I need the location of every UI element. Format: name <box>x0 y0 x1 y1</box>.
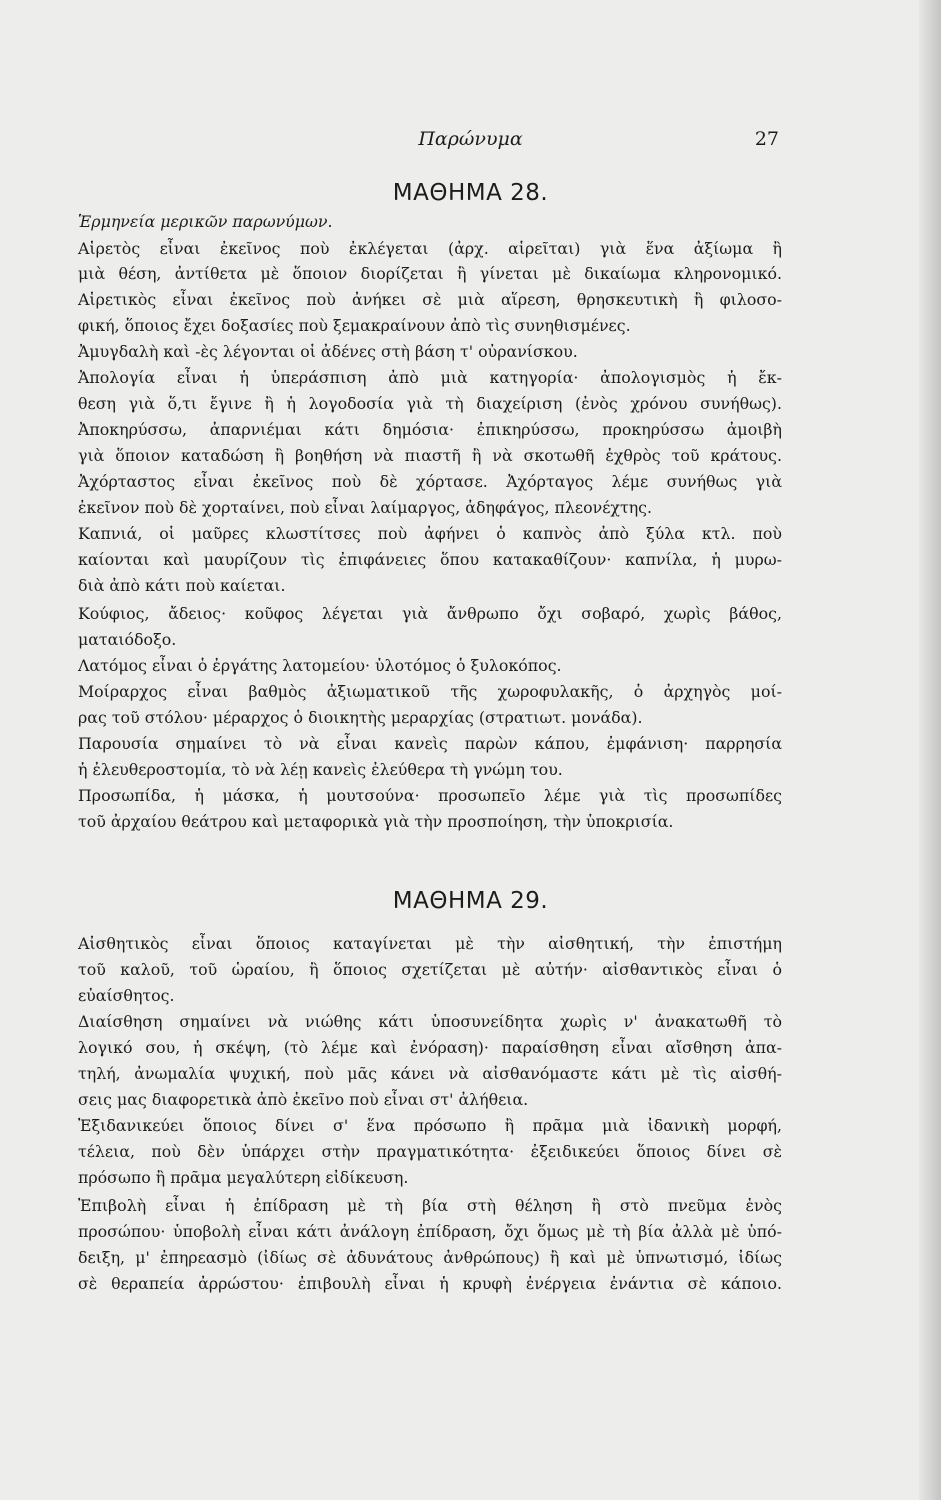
text-line: Καπνιά, οἱ μαῦρες κλωστίτσες ποὺ ἀφήνει ὁ καπνὸς ἀπὸ ξύλα κτλ. ποὺ <box>78 524 782 543</box>
text-line: Ἐξιδανικεύει ὅποιος δίνει σ' ἕνα πρόσωπο ἢ πρᾶμα μιὰ ἰδανικὴ μορφή, <box>78 1116 782 1135</box>
text-line: Προσωπίδα, ἡ μάσκα, ἡ μουτσούνα· προσωπεῖο λέμε γιὰ τὶς προσωπίδες <box>78 786 782 805</box>
text-line: Ἀποκηρύσσω, ἀπαρνιέμαι κάτι δημόσια· ἐπικηρύσσω, προκηρύσσω ἀμοιβὴ <box>78 420 782 439</box>
text-line: προσώπου· ὑποβολὴ εἶναι κάτι ἀνάλογη ἐπίδραση, ὄχι ὅμως μὲ τὴ βία ἀλλὰ μὲ ὑπό- <box>78 1222 782 1241</box>
text-line: ματαιόδοξο. <box>78 630 177 649</box>
text-line: Αἱρετικὸς εἶναι ἐκεῖνος ποὺ ἀνήκει σὲ μιὰ αἵρεση, θρησκευτικὴ ἢ φιλοσο- <box>78 290 782 309</box>
text-line: Παρουσία σημαίνει τὸ νὰ εἶναι κανεὶς παρὼν κάπου, ἐμφάνιση· παρρησία <box>78 734 782 753</box>
text-line: Ἀπολογία εἶναι ἡ ὑπεράσπιση ἀπὸ μιὰ κατηγορία· ἀπολογισμὸς ἡ ἔκ- <box>78 368 782 387</box>
text-line: γιὰ ὅποιον καταδώση ἢ βοηθήση νὰ πιαστῆ ἢ νὰ σκοτωθῆ ἐχθρὸς τοῦ κράτους. <box>78 446 782 465</box>
text-line: Ἀχόρταστος εἶναι ἐκεῖνος ποὺ δὲ χόρτασε. Ἀχόρταγος λέμε συνήθως γιὰ <box>78 472 782 491</box>
text-line: σὲ θεραπεία ἀρρώστου· ἐπιβουλὴ εἶναι ἡ κρυφὴ ἐνέργεια ἐνάντια σὲ κάποιο. <box>78 1274 782 1293</box>
text-line: πρόσωπο ἢ πρᾶμα μεγαλύτερη εἰδίκευση. <box>78 1168 409 1187</box>
text-line: Αἱρετὸς εἶναι ἐκεῖνος ποὺ ἐκλέγεται (ἀρχ. αἱρεῖται) γιὰ ἕνα ἀξίωμα ἢ <box>78 239 782 258</box>
text-line: ἐκεῖνον ποὺ δὲ χορταίνει, ποὺ εἶναι λαίμαργος, ἀδηφάγος, πλεονέχτης. <box>78 498 653 517</box>
text-line: διὰ ἀπὸ κάτι ποὺ καίεται. <box>78 576 286 595</box>
text-line: τηλή, ἀνωμαλία ψυχική, ποὺ μᾶς κάνει νὰ αἰσθανόμαστε κάτι μὲ τὶς αἰσθή- <box>78 1064 782 1083</box>
text-line: θεση γιὰ ὅ,τι ἔγινε ἢ ἡ λογοδοσία γιὰ τὴ διαχείριση (ἑνὸς χρόνου συνήθως). <box>78 394 782 413</box>
text-line: σεις μας διαφορετικὰ ἀπὸ ἐκεῖνο ποὺ εἶναι στ' ἀλήθεια. <box>78 1090 529 1109</box>
text-line: Ἀμυγδαλὴ καὶ -ὲς λέγονται οἱ ἀδένες στὴ βάση τ' οὐρανίσκου. <box>78 342 578 361</box>
text-line: τοῦ καλοῦ, τοῦ ὡραίου, ἢ ὅποιος σχετίζεται μὲ αὐτήν· αἰσθαντικὸς εἶναι ὁ <box>78 960 782 979</box>
text-line: δειξη, μ' ἐπηρεασμὸ (ἰδίως σὲ ἀδυνάτους ἀνθρώπους) ἢ καὶ μὲ ὑπνωτισμό, ἰδίως <box>78 1248 782 1267</box>
text-line: ρας τοῦ στόλου· μέραρχος ὁ διοικητὴς μεραρχίας (στρατιωτ. μονάδα). <box>78 708 643 727</box>
page-edge-shadow <box>919 0 941 1500</box>
text-line: καίονται καὶ μαυρίζουν τὶς ἐπιφάνειες ὅπου κατακαθίζουν· καπνίλα, ἡ μυρω- <box>78 550 782 569</box>
text-line: μιὰ θέση, ἀντίθετα μὲ ὅποιον διορίζεται ἢ γίνεται μὲ δικαίωμα κληρονομικό. <box>78 264 782 283</box>
running-title: Παρώνυμα <box>418 128 523 150</box>
text-line: Μοίραρχος εἶναι βαθμὸς ἀξιωματικοῦ τῆς χωροφυλακῆς, ὁ ἀρχηγὸς μοί- <box>78 682 782 701</box>
text-line: τοῦ ἀρχαίου θεάτρου καὶ μεταφορικὰ γιὰ τὴν προσποίηση, τὴν ὑποκρισία. <box>78 812 674 831</box>
text-line: Διαίσθηση σημαίνει νὰ νιώθης κάτι ὑποσυνείδητα χωρὶς ν' ἀνακατωθῆ τὸ <box>78 1012 782 1031</box>
lesson-29-heading: ΜΑΘΗΜΑ 29. <box>392 888 549 914</box>
lesson-28-heading: ΜΑΘΗΜΑ 28. <box>392 180 549 206</box>
text-line: ἡ ἐλευθεροστομία, τὸ νὰ λέῃ κανεὶς ἐλεύθερα τὴ γνώμη του. <box>78 760 563 779</box>
text-line: Αἰσθητικὸς εἶναι ὅποιος καταγίνεται μὲ τὴν αἰσθητική, τὴν ἐπιστήμη <box>78 934 782 953</box>
page-number: 27 <box>754 128 779 150</box>
text-line: φική, ὅποιος ἔχει δοξασίες ποὺ ξεμακραίνουν ἀπὸ τὶς συνηθισμένες. <box>78 316 631 335</box>
text-line: λογικό σου, ἡ σκέψη, (τὸ λέμε καὶ ἐνόραση)· παραίσθηση εἶναι αἴσθηση ἀπα- <box>78 1038 782 1057</box>
text-line: τέλεια, ποὺ δὲν ὑπάρχει στὴν πραγματικότητα· ἐξειδικεύει ὅποιος δίνει σὲ <box>78 1142 782 1161</box>
text-line: εὐαίσθητος. <box>78 986 175 1005</box>
text-line: Λατόμος εἶναι ὁ ἐργάτης λατομείου· ὑλοτόμος ὁ ξυλοκόπος. <box>78 656 562 675</box>
lesson-28-subtitle: Ἑρμηνεία μερικῶν παρωνύμων. <box>78 212 333 231</box>
text-line: Κούφιος, ἄδειος· κοῦφος λέγεται γιὰ ἄνθρωπο ὄχι σοβαρό, χωρὶς βάθος, <box>78 604 782 623</box>
text-line: Ἐπιβολὴ εἶναι ἡ ἐπίδραση μὲ τὴ βία στὴ θέληση ἢ στὸ πνεῦμα ἑνὸς <box>78 1196 782 1215</box>
